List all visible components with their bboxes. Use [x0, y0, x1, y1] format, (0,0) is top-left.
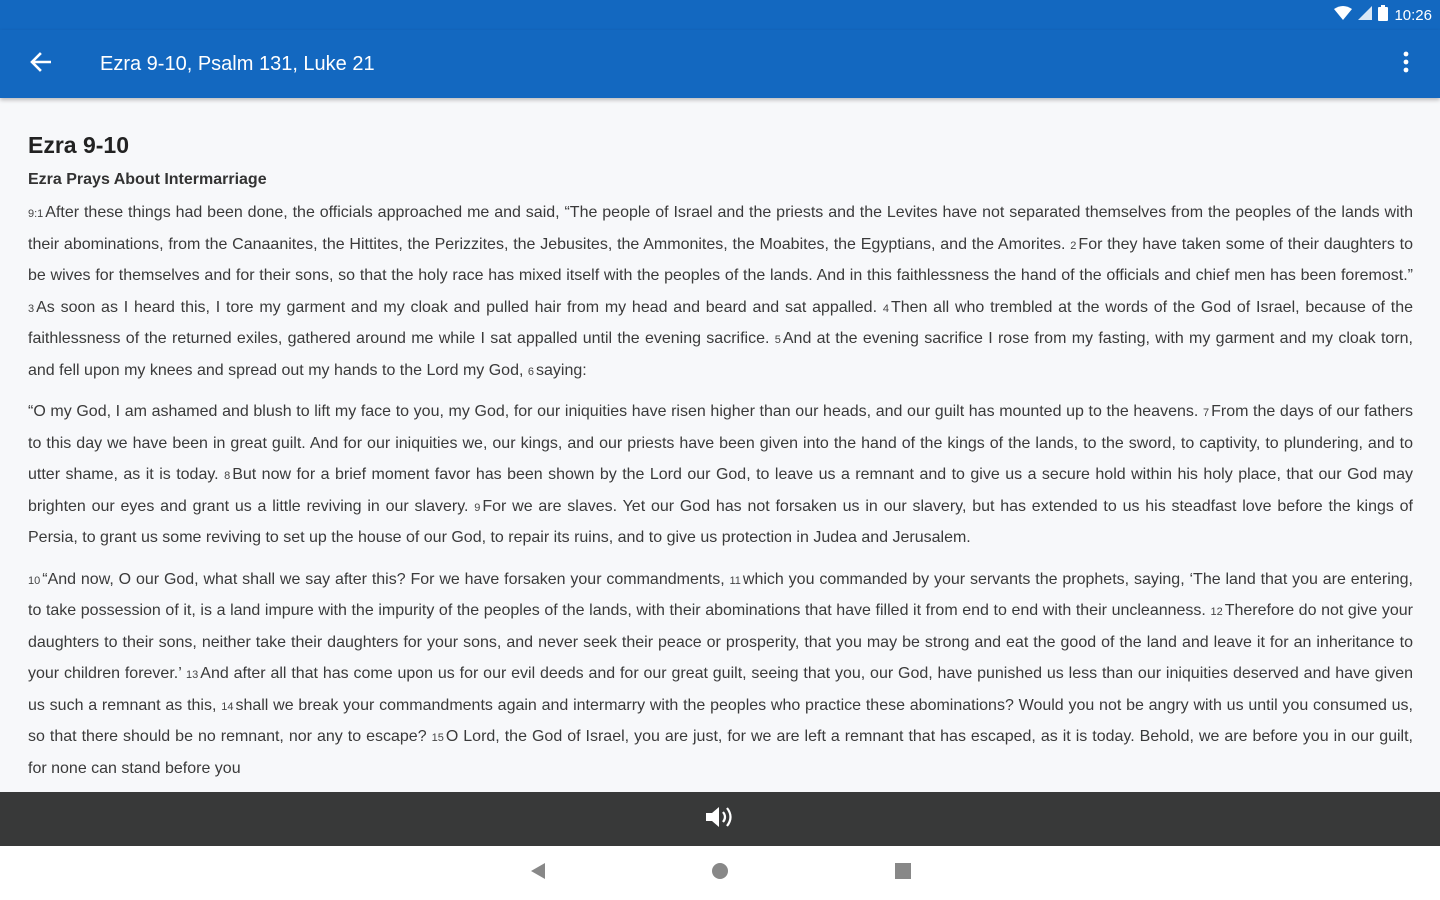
verse-number: 12 [1210, 606, 1223, 618]
verse-number: 3 [28, 302, 35, 315]
verse-number: 5 [774, 334, 781, 346]
verse-number: 15 [431, 732, 444, 744]
verse-text: For they have taken some of their daughters to be wives for themselves and for their sons, so that the holy race has mixed itself with the peoples of the lands. And in this faithlessness the hand of the officials and chief men has been foremost.” [28, 235, 1413, 284]
verse-text: And after all that has come upon us for our evil deeds and for our great guilt, seeing that you, our God, have punished us less than our iniquities deserved and have given us such a remnant as this, [28, 665, 1413, 714]
section-heading: Ezra Prays About Intermarriage [28, 171, 267, 188]
nav-recents-button[interactable] [888, 858, 918, 888]
system-nav-bar [0, 846, 1440, 900]
app-bar [0, 30, 1440, 98]
nav-home-button[interactable] [705, 858, 735, 888]
verse-text: “O my God, I am ashamed and blush to lift my face to you, my God, for our iniquities have risen higher than our heads, and our guilt has mounted up to the heavens. [28, 403, 1203, 420]
verse-number: 2 [1070, 239, 1077, 252]
chapter-title: Ezra 9-10 [28, 132, 130, 158]
overflow-menu-button[interactable] [1392, 46, 1420, 82]
verse-number: 6 [527, 365, 534, 378]
nav-recents-icon [895, 863, 911, 884]
verse-number: 9 [474, 501, 481, 514]
app-title: Ezra 9-10, Psalm 131, Luke 21 [100, 53, 375, 75]
status-time: 10:26 [1394, 6, 1432, 24]
verse-text: Then all who trembled at the words of the God of Israel, because of the faithlessness of the returned exiles, gathered around me while I sat appalled until the evening sacrifice. [28, 298, 1413, 347]
verse-number: 13 [186, 669, 199, 681]
verse-number: 10 [28, 574, 41, 587]
verse-text: saying: [535, 361, 587, 379]
passage-paragraph [28, 396, 1413, 554]
verse-text: shall we break your commandments again and intermarry with the peoples who practice these abominations? Would you not be angry with us until you consumed us, so that there should be no remnant, nor any to escape? [28, 696, 1413, 745]
verse-text: For we are slaves. Yet our God has not forsaken us in our slavery, but has extended to us his steadfast love before the kings of Persia, to grant us some reviving to set up the house of our God, to repair its ruins, and to give us protection in Judea and Jerusalem. [28, 497, 1413, 546]
wifi-icon [1334, 6, 1352, 24]
nav-back-button[interactable] [523, 858, 553, 888]
back-button[interactable] [22, 46, 60, 82]
verse-text: After these things had been done, the officials approached me and said, “The people of Israel and the priests and the Levites have not separated themselves from the peoples of the lands with their abominations, from the Canaanites, the Hittites, the Perizzites, the Jebusites, the Ammonites, the Moabites, the Egyptians, and the Amorites. [28, 204, 1413, 253]
more-vert-icon [1403, 51, 1409, 78]
arrow-back-icon [30, 52, 52, 77]
status-icons [1334, 5, 1432, 25]
verse-text: “And now, O our God, what shall we say after this? For we have forsaken your commandments, [42, 570, 730, 588]
verse-text: From the days of our fathers to this day we have been in great guilt. And for our iniquities we, our kings, and our priests have been given into the hand of the kings of the lands, to the sword, to captivity, to plundering, and to utter shame, as it is today. [28, 403, 1413, 483]
verse-number: 8 [224, 470, 231, 482]
verse-text: Therefore do not give your daughters to their sons, neither take their daughters for your sons, and never seek their peace or prosperity, that you may be strong and eat the good of the land and leave it for an inheritance to your children forever.’ [28, 602, 1413, 682]
passage-text [28, 197, 1413, 784]
verse-number: 9:1 [28, 208, 44, 220]
verse-number: 4 [882, 302, 889, 315]
verse-number: 11 [729, 574, 741, 587]
verse-number: 14 [221, 700, 234, 713]
passage-paragraph [28, 564, 1413, 785]
verse-text: As soon as I heard this, I tore my garment and my cloak and pulled hair from my head and beard and sat appalled. [36, 298, 883, 316]
signal-icon [1358, 6, 1372, 24]
speaker-icon [704, 804, 736, 835]
verse-text: which you commanded by your servants the prophets, saying, ‘The land that you are entering, to take possession of it, is a land impure with the impurity of the peoples of the lands, with their abominations that have filled it from end to end with their uncleanness. [28, 570, 1413, 619]
status-bar [0, 0, 1440, 30]
verse-text: And at the evening sacrifice I rose from my fasting, with my garment and my cloak torn, and fell upon my knees and spread out my hands to the Lord my God, [28, 330, 1413, 379]
verse-number: 7 [1202, 407, 1210, 419]
passage-paragraph [28, 197, 1413, 386]
audio-play-button[interactable] [700, 802, 740, 836]
nav-back-icon [530, 862, 546, 885]
verse-text: O Lord, the God of Israel, you are just, for we are left a remnant that has escaped, as it is today. Behold, we are before you in our guilt, for none can stand before you [28, 728, 1413, 777]
battery-icon [1378, 5, 1388, 25]
nav-home-icon [711, 862, 729, 885]
audio-bar [0, 792, 1440, 846]
verse-text: But now for a brief moment favor has been shown by the Lord our God, to leave us a remnant and to give us a secure hold within his holy place, that our God may brighten our eyes and grant us a little reviving in our slavery. [28, 466, 1413, 515]
reading-content[interactable] [28, 128, 1413, 848]
